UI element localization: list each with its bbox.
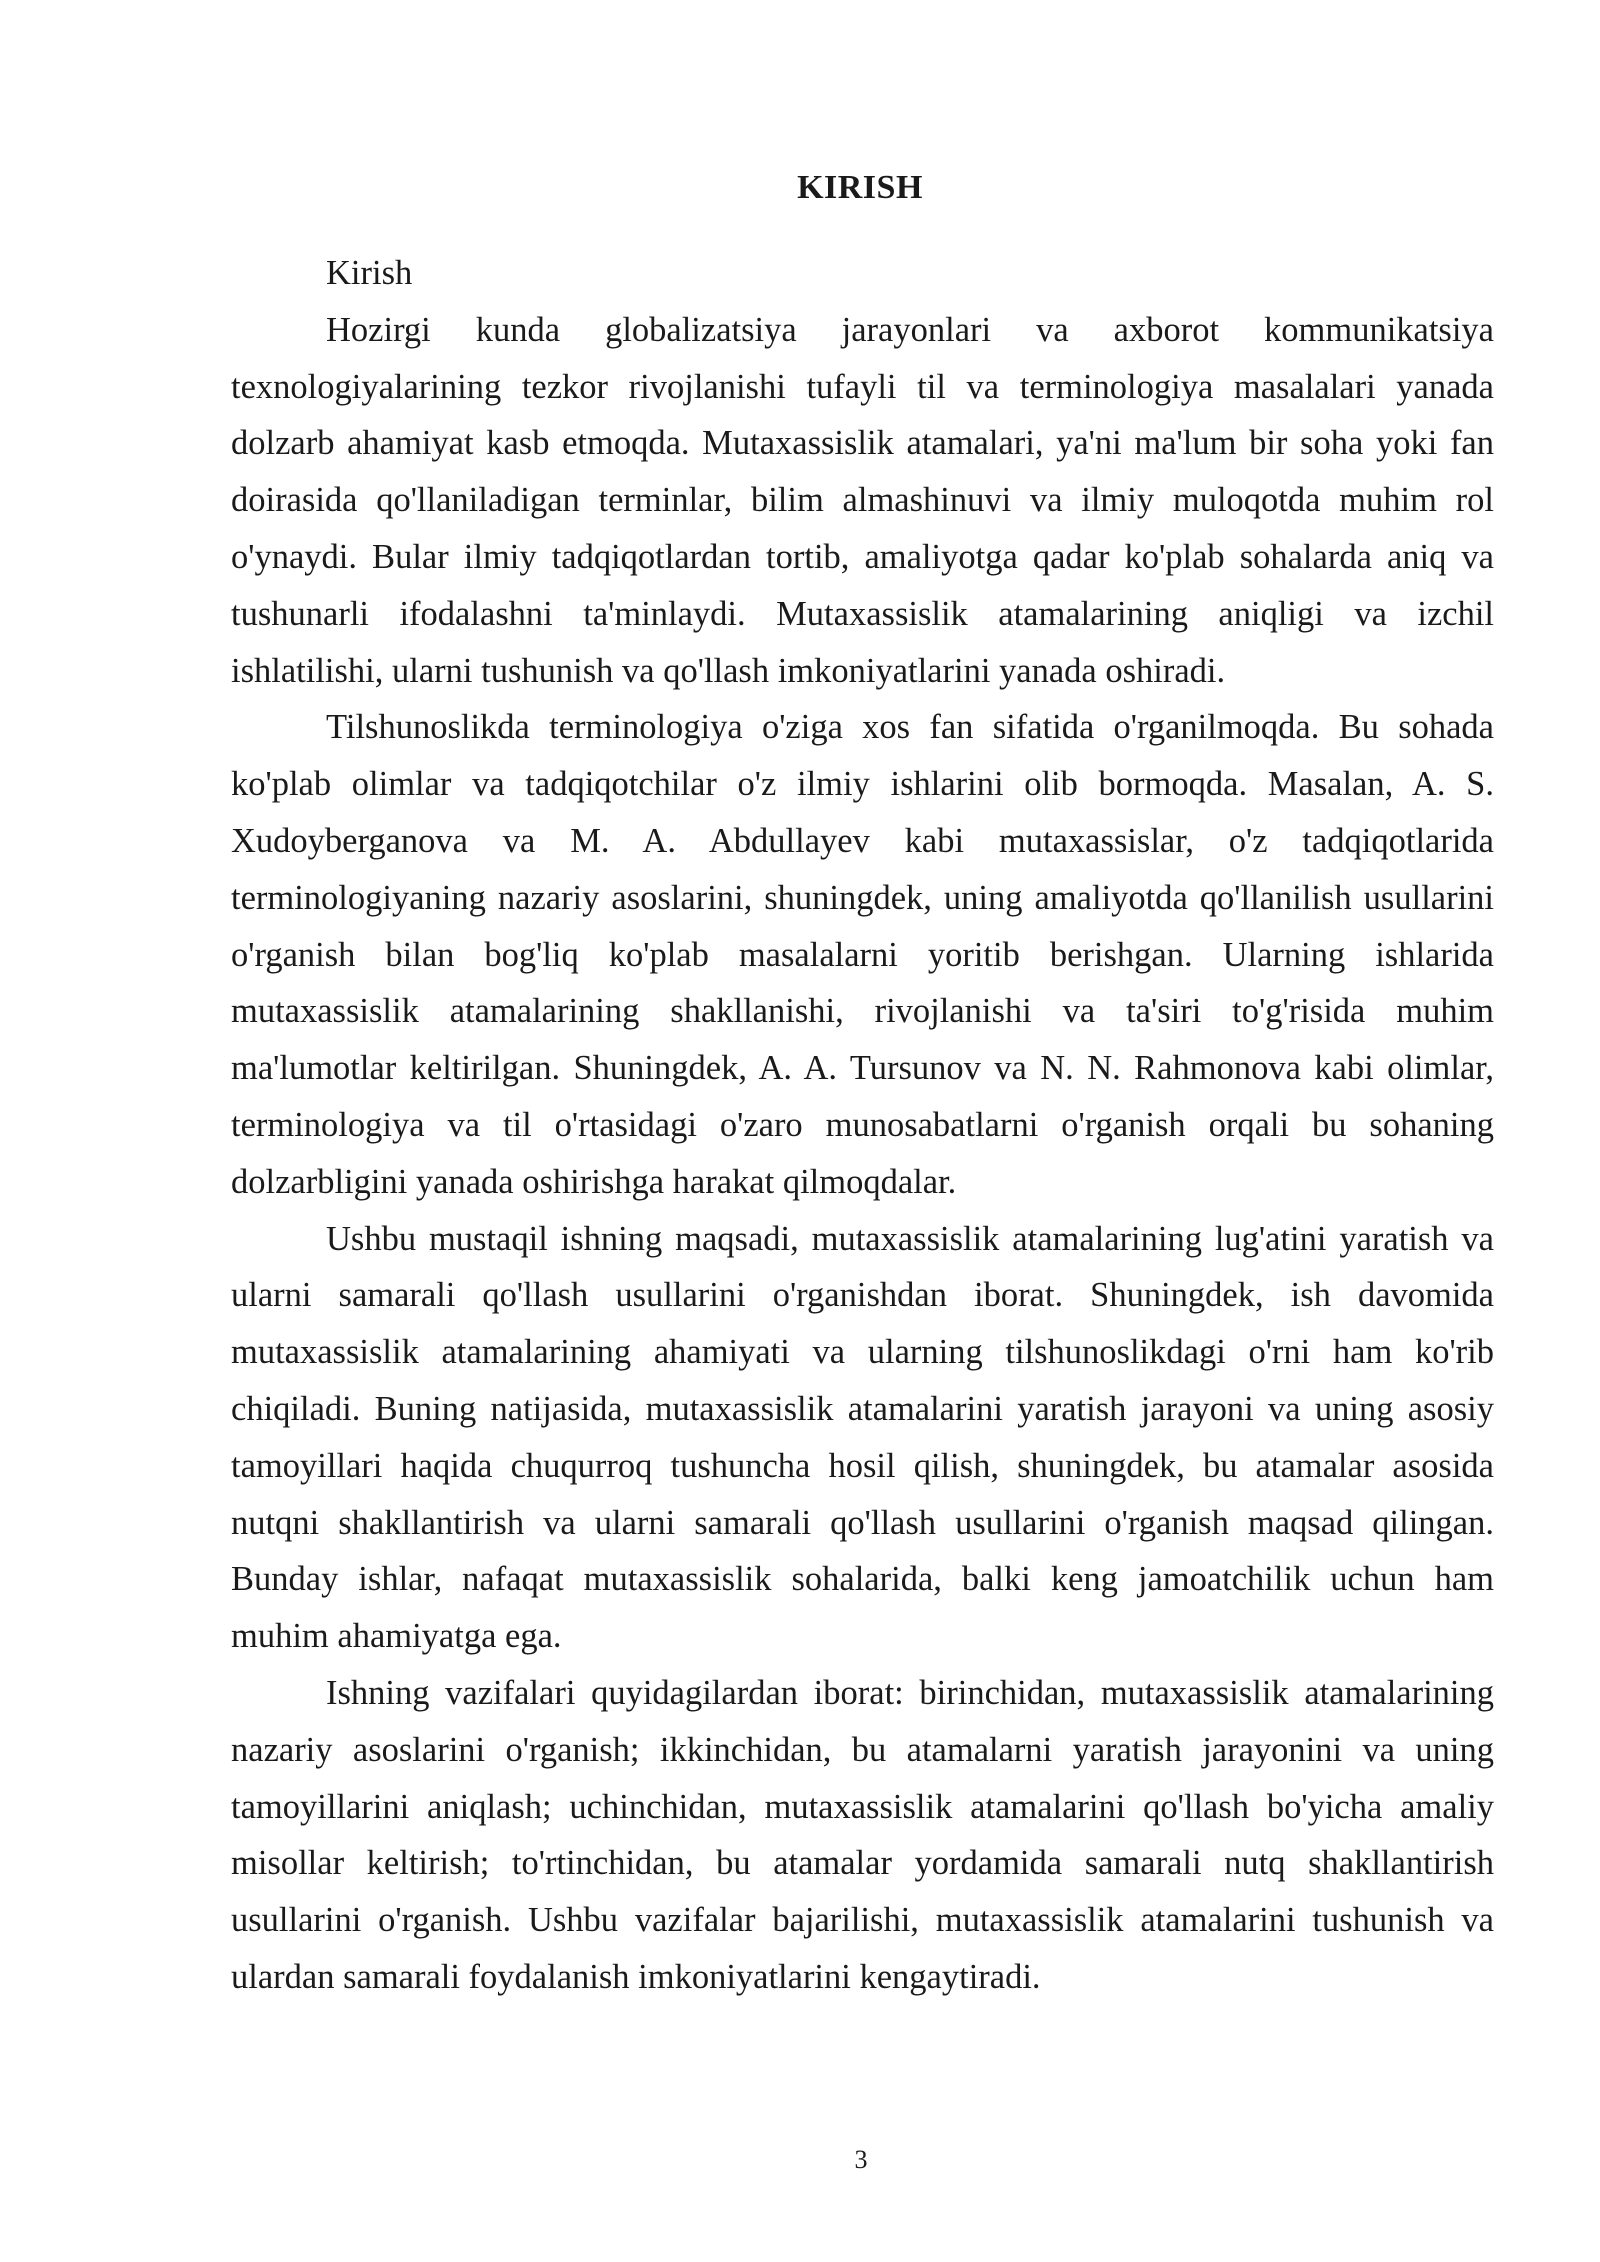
paragraph-linguistics: Tilshunoslikda terminologiya o'ziga xos fan sifatida o'rganilmoqda. Bu sohada ko'plab olimlar va tadqiqotchilar o'z ilmiy ishlarini olib bormoqda. Masalan, A. S. Xudoyberganova va M. A. Abdullayev kabi mutaxassislar, o'z tadqiqotlarida terminologiyaning nazariy asoslarini, shuningdek, uning amaliyotda qo'llanilish usullarini o'rganish bilan bog'liq ko'plab masalalarni yoritib berishgan. Ularning ishlarida mutaxassislik atamalarining shakllanishi, rivojlanishi va ta'siri to'g'risida muhim ma'lumotlar keltirilgan. Shuningdek, A. A. Tursunov va N. N. Rahmonova kabi olimlar, terminologiya va til o'rtasidagi o'zaro munosabatlarni o'rganish orqali bu sohaning dolzarbligini yanada oshirishga harakat qilmoqdalar. (231, 708, 1494, 1201)
paragraph-tasks: Ishning vazifalari quyidagilardan iborat: birinchidan, mutaxassislik atamalarining nazariy asoslarini o'rganish; ikkinchidan, bu atamalarni yaratish jarayonini va uning tamoyillarini aniqlash; uchinchidan, mutaxassislik atamalarini qo'llash bo'yicha amaliy misollar keltirish; to'rtinchidan, bu atamalar yordamida samarali nutq shakllantirish usullarini o'rganish. Ushbu vazifalar bajarilishi, mutaxassislik atamalarini tushunish va ulardan samarali foydalanish imkoniyatlarini kengaytiradi. (231, 1673, 1494, 1996)
paragraph-goal: Ushbu mustaqil ishning maqsadi, mutaxassislik atamalarining lug'atini yaratish va ularni samarali qo'llash usullarini o'rganishdan iborat. Shuningdek, ish davomida mutaxassislik atamalarining ahamiyati va ularning tilshunoslikdagi o'rni ham ko'rib chiqiladi. Buning natijasida, mutaxassislik atamalarini yaratish jarayoni va uning asosiy tamoyillari haqida chuqurroq tushuncha hosil qilish, shuningdek, bu atamalar asosida nutqni shakllantirish va ularni samarali qo'llash usullarini o'rganish maqsad qilingan. Bunday ishlar, nafaqat mutaxassislik sohalarida, balki keng jamoatchilik uchun ham muhim ahamiyatga ega. (231, 1219, 1494, 1656)
page-number: 3 (854, 2145, 868, 2174)
page-title: KIRISH (797, 169, 923, 206)
paragraph-intro: Hozirgi kunda globalizatsiya jarayonlari va axborot kommunikatsiya texnologiyalarining tezkor rivojlanishi tufayli til va terminologiya masalalari yanada dolzarb ahamiyat kasb etmoqda. Mutaxassislik atamalari, ya'ni ma'lum bir soha yoki fan doirasida qo'llaniladigan terminlar, bilim almashinuvi va ilmiy muloqotda muhim rol o'ynaydi. Bular ilmiy tadqiqotlardan tortib, amaliyotga qadar ko'plab sohalarda aniq va tushunarli ifodalashni ta'minlaydi. Mutaxassislik atamalarining aniqligi va izchil ishlatilishi, ularni tushunish va qo'llash imkoniyatlarini yanada oshiradi. (231, 310, 1494, 690)
section-subheading: Kirish (326, 254, 413, 292)
document-body (231, 245, 1494, 2006)
